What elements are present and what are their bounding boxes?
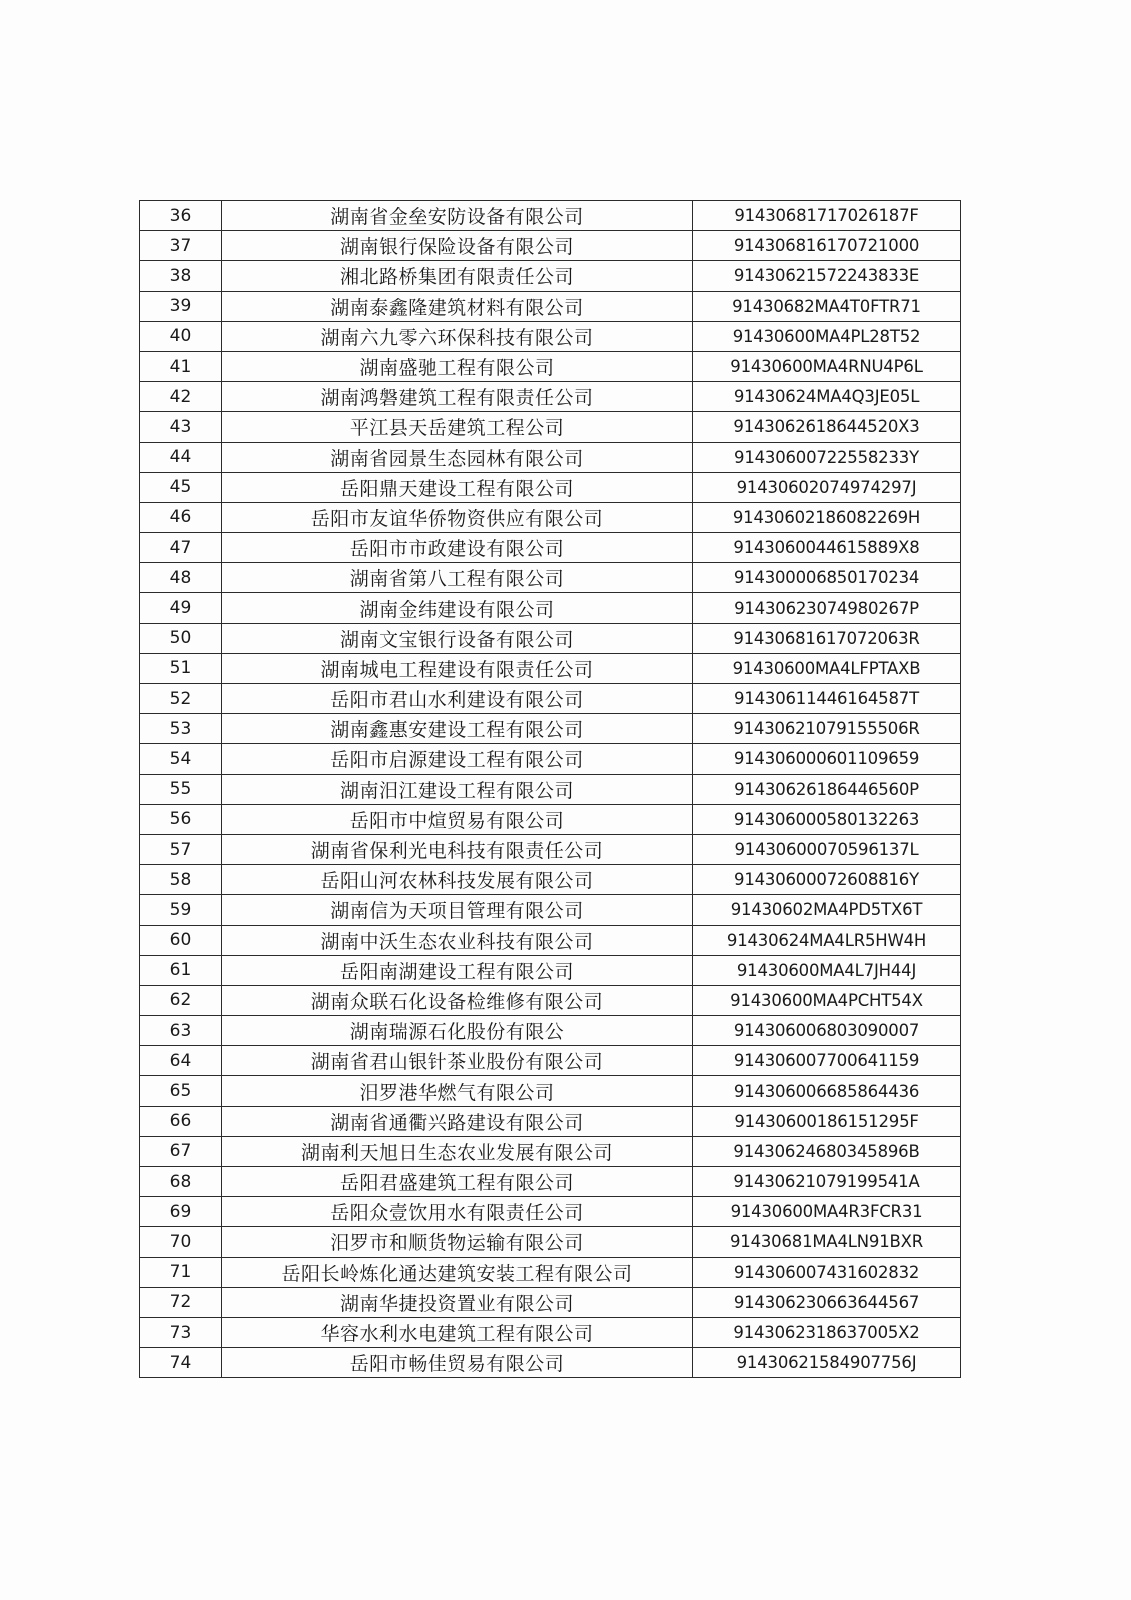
- table-row: [140, 774, 961, 804]
- table-row: [140, 653, 961, 683]
- credit-code-cell: 91430602074974297J: [693, 472, 961, 502]
- row-number-cell: 63: [140, 1016, 222, 1046]
- credit-code-cell: 914306006803090007: [693, 1016, 961, 1046]
- company-name-cell: 岳阳市中煊贸易有限公司: [222, 804, 693, 834]
- credit-code-cell: 91430602MA4PD5TX6T: [693, 895, 961, 925]
- credit-code-cell: 91430600072608816Y: [693, 865, 961, 895]
- credit-code-cell: 914306007700641159: [693, 1046, 961, 1076]
- company-name-cell: 湖南信为天项目管理有限公司: [222, 895, 693, 925]
- company-name-cell: 岳阳市市政建设有限公司: [222, 533, 693, 563]
- table-row: [140, 1287, 961, 1317]
- credit-code-cell: 91430624MA4LR5HW4H: [693, 925, 961, 955]
- credit-code-cell: 91430600MA4R3FCR31: [693, 1197, 961, 1227]
- credit-code-cell: 914306816170721000: [693, 231, 961, 261]
- company-name-cell: 湖南泰鑫隆建筑材料有限公司: [222, 291, 693, 321]
- credit-code-cell: 91430600070596137L: [693, 834, 961, 864]
- credit-code-cell: 91430681MA4LN91BXR: [693, 1227, 961, 1257]
- table-row: [140, 231, 961, 261]
- company-name-cell: 湖南文宝银行设备有限公司: [222, 623, 693, 653]
- company-name-cell: 湖南省通衢兴路建设有限公司: [222, 1106, 693, 1136]
- row-number-cell: 44: [140, 442, 222, 472]
- table-row: [140, 1076, 961, 1106]
- credit-code-cell: 914306230663644567: [693, 1287, 961, 1317]
- row-number-cell: 53: [140, 714, 222, 744]
- company-table: [139, 200, 961, 1378]
- row-number-cell: 45: [140, 472, 222, 502]
- row-number-cell: 38: [140, 261, 222, 291]
- credit-code-cell: 91430623074980267P: [693, 593, 961, 623]
- table-row: [140, 1227, 961, 1257]
- company-name-cell: 湖南华捷投资置业有限公司: [222, 1287, 693, 1317]
- row-number-cell: 61: [140, 955, 222, 985]
- table-row: [140, 1136, 961, 1166]
- row-number-cell: 48: [140, 563, 222, 593]
- credit-code-cell: 914306007431602832: [693, 1257, 961, 1287]
- row-number-cell: 54: [140, 744, 222, 774]
- company-name-cell: 岳阳长岭炼化通达建筑安装工程有限公司: [222, 1257, 693, 1287]
- credit-code-cell: 91430600MA4PL28T52: [693, 321, 961, 351]
- row-number-cell: 59: [140, 895, 222, 925]
- credit-code-cell: 91430602186082269H: [693, 502, 961, 532]
- table-row: [140, 684, 961, 714]
- table-row: [140, 382, 961, 412]
- credit-code-cell: 91430600MA4PCHT54X: [693, 985, 961, 1015]
- credit-code-cell: 91430600MA4RNU4P6L: [693, 351, 961, 381]
- row-number-cell: 68: [140, 1167, 222, 1197]
- table-row: [140, 623, 961, 653]
- row-number-cell: 71: [140, 1257, 222, 1287]
- row-number-cell: 51: [140, 653, 222, 683]
- company-name-cell: 湖南省金垒安防设备有限公司: [222, 201, 693, 231]
- row-number-cell: 56: [140, 804, 222, 834]
- company-name-cell: 湖南瑞源石化股份有限公: [222, 1016, 693, 1046]
- row-number-cell: 70: [140, 1227, 222, 1257]
- company-name-cell: 湖南省君山银针茶业股份有限公司: [222, 1046, 693, 1076]
- table-row: [140, 593, 961, 623]
- credit-code-cell: 91430600722558233Y: [693, 442, 961, 472]
- credit-code-cell: 91430624680345896B: [693, 1136, 961, 1166]
- table-row: [140, 955, 961, 985]
- table-row: [140, 985, 961, 1015]
- credit-code-cell: 91430624MA4Q3JE05L: [693, 382, 961, 412]
- table-row: [140, 804, 961, 834]
- credit-code-cell: 91430682MA4T0FTR71: [693, 291, 961, 321]
- table-row: [140, 714, 961, 744]
- company-name-cell: 岳阳众壹饮用水有限责任公司: [222, 1197, 693, 1227]
- table-row: [140, 201, 961, 231]
- table-row: [140, 502, 961, 532]
- credit-code-cell: 9143062618644520X3: [693, 412, 961, 442]
- company-table-body: [140, 201, 961, 1378]
- row-number-cell: 46: [140, 502, 222, 532]
- company-name-cell: 湖南银行保险设备有限公司: [222, 231, 693, 261]
- table-row: [140, 321, 961, 351]
- company-name-cell: 湖南汨江建设工程有限公司: [222, 774, 693, 804]
- company-name-cell: 华容水利水电建筑工程有限公司: [222, 1317, 693, 1347]
- row-number-cell: 69: [140, 1197, 222, 1227]
- row-number-cell: 36: [140, 201, 222, 231]
- row-number-cell: 41: [140, 351, 222, 381]
- row-number-cell: 66: [140, 1106, 222, 1136]
- credit-code-cell: 91430621079199541A: [693, 1167, 961, 1197]
- credit-code-cell: 91430611446164587T: [693, 684, 961, 714]
- table-row: [140, 1046, 961, 1076]
- row-number-cell: 62: [140, 985, 222, 1015]
- table-row: [140, 1257, 961, 1287]
- credit-code-cell: 91430600MA4LFPTAXB: [693, 653, 961, 683]
- row-number-cell: 64: [140, 1046, 222, 1076]
- table-row: [140, 744, 961, 774]
- credit-code-cell: 91430621572243833E: [693, 261, 961, 291]
- row-number-cell: 43: [140, 412, 222, 442]
- row-number-cell: 60: [140, 925, 222, 955]
- company-name-cell: 湖南省第八工程有限公司: [222, 563, 693, 593]
- credit-code-cell: 914306000580132263: [693, 804, 961, 834]
- company-name-cell: 岳阳市友谊华侨物资供应有限公司: [222, 502, 693, 532]
- table-row: [140, 1317, 961, 1347]
- credit-code-cell: 914306006685864436: [693, 1076, 961, 1106]
- company-name-cell: 湖南省保利光电科技有限责任公司: [222, 834, 693, 864]
- row-number-cell: 49: [140, 593, 222, 623]
- row-number-cell: 52: [140, 684, 222, 714]
- company-name-cell: 湖南鑫惠安建设工程有限公司: [222, 714, 693, 744]
- company-name-cell: 岳阳鼎天建设工程有限公司: [222, 472, 693, 502]
- company-name-cell: 岳阳市畅佳贸易有限公司: [222, 1348, 693, 1378]
- table-row: [140, 351, 961, 381]
- row-number-cell: 50: [140, 623, 222, 653]
- table-row: [140, 1016, 961, 1046]
- credit-code-cell: 91430621079155506R: [693, 714, 961, 744]
- company-name-cell: 汨罗市和顺货物运输有限公司: [222, 1227, 693, 1257]
- table-row: [140, 925, 961, 955]
- table-row: [140, 412, 961, 442]
- company-name-cell: 湖南省园景生态园林有限公司: [222, 442, 693, 472]
- row-number-cell: 58: [140, 865, 222, 895]
- table-row: [140, 472, 961, 502]
- company-name-cell: 岳阳山河农林科技发展有限公司: [222, 865, 693, 895]
- table-row: [140, 834, 961, 864]
- row-number-cell: 37: [140, 231, 222, 261]
- company-name-cell: 湘北路桥集团有限责任公司: [222, 261, 693, 291]
- table-row: [140, 533, 961, 563]
- row-number-cell: 74: [140, 1348, 222, 1378]
- table-row: [140, 1167, 961, 1197]
- company-name-cell: 岳阳君盛建筑工程有限公司: [222, 1167, 693, 1197]
- credit-code-cell: 9143060044615889X8: [693, 533, 961, 563]
- row-number-cell: 39: [140, 291, 222, 321]
- company-name-cell: 湖南利天旭日生态农业发展有限公司: [222, 1136, 693, 1166]
- table-row: [140, 1106, 961, 1136]
- credit-code-cell: 91430626186446560P: [693, 774, 961, 804]
- row-number-cell: 65: [140, 1076, 222, 1106]
- credit-code-cell: 91430600186151295F: [693, 1106, 961, 1136]
- credit-code-cell: 91430681617072063R: [693, 623, 961, 653]
- row-number-cell: 55: [140, 774, 222, 804]
- credit-code-cell: 914300006850170234: [693, 563, 961, 593]
- company-name-cell: 岳阳南湖建设工程有限公司: [222, 955, 693, 985]
- company-name-cell: 湖南城电工程建设有限责任公司: [222, 653, 693, 683]
- row-number-cell: 57: [140, 834, 222, 864]
- credit-code-cell: 914306000601109659: [693, 744, 961, 774]
- table-row: [140, 1197, 961, 1227]
- table-row: [140, 563, 961, 593]
- row-number-cell: 72: [140, 1287, 222, 1317]
- table-row: [140, 442, 961, 472]
- company-name-cell: 湖南中沃生态农业科技有限公司: [222, 925, 693, 955]
- credit-code-cell: 91430600MA4L7JH44J: [693, 955, 961, 985]
- company-name-cell: 湖南金纬建设有限公司: [222, 593, 693, 623]
- table-row: [140, 1348, 961, 1378]
- credit-code-cell: 91430681717026187F: [693, 201, 961, 231]
- company-name-cell: 湖南鸿磐建筑工程有限责任公司: [222, 382, 693, 412]
- company-name-cell: 湖南众联石化设备检维修有限公司: [222, 985, 693, 1015]
- company-name-cell: 汨罗港华燃气有限公司: [222, 1076, 693, 1106]
- company-name-cell: 平江县天岳建筑工程公司: [222, 412, 693, 442]
- row-number-cell: 73: [140, 1317, 222, 1347]
- row-number-cell: 40: [140, 321, 222, 351]
- row-number-cell: 47: [140, 533, 222, 563]
- table-row: [140, 261, 961, 291]
- company-name-cell: 岳阳市君山水利建设有限公司: [222, 684, 693, 714]
- table-row: [140, 895, 961, 925]
- table-row: [140, 865, 961, 895]
- credit-code-cell: 9143062318637005X2: [693, 1317, 961, 1347]
- credit-code-cell: 91430621584907756J: [693, 1348, 961, 1378]
- row-number-cell: 67: [140, 1136, 222, 1166]
- row-number-cell: 42: [140, 382, 222, 412]
- company-name-cell: 岳阳市启源建设工程有限公司: [222, 744, 693, 774]
- table-row: [140, 291, 961, 321]
- company-name-cell: 湖南六九零六环保科技有限公司: [222, 321, 693, 351]
- company-name-cell: 湖南盛驰工程有限公司: [222, 351, 693, 381]
